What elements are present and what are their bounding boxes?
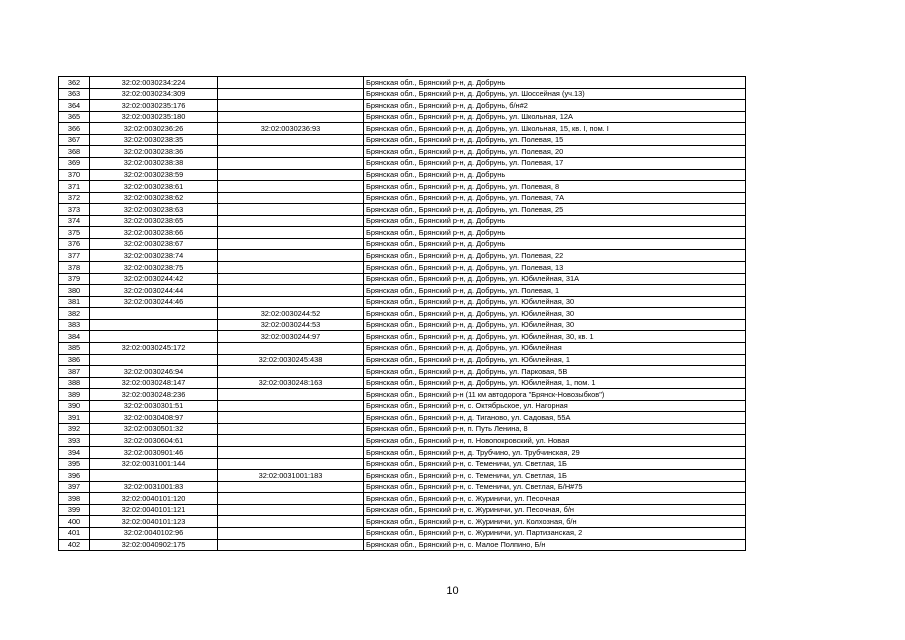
table-row xyxy=(59,366,746,378)
address-cell: Брянская обл., Брянский р-н, д. Трубчино, ул. Трубчинская, 29 xyxy=(364,447,746,459)
cadastral-number-cell xyxy=(90,308,218,320)
cadastral-number-cell: 32:02:0030246:94 xyxy=(90,366,218,378)
address-cell: Брянская обл., Брянский р-н, д. Добрунь, ул. Юбилейная, 30 xyxy=(364,308,746,320)
related-cadastral-number-cell xyxy=(218,181,364,193)
row-number-cell: 371 xyxy=(59,181,90,193)
address-cell: Брянская обл., Брянский р-н, д. Добрунь xyxy=(364,227,746,239)
row-number-cell: 388 xyxy=(59,377,90,389)
related-cadastral-number-cell xyxy=(218,412,364,424)
cadastral-number-cell xyxy=(90,331,218,343)
related-cadastral-number-cell xyxy=(218,192,364,204)
table-row xyxy=(59,389,746,401)
row-number-cell: 402 xyxy=(59,539,90,551)
row-number-cell: 368 xyxy=(59,146,90,158)
related-cadastral-number-cell xyxy=(218,435,364,447)
related-cadastral-number-cell: 32:02:0030245:438 xyxy=(218,354,364,366)
cadastral-number-cell: 32:02:0030235:180 xyxy=(90,111,218,123)
cadastral-number-cell: 32:02:0040101:123 xyxy=(90,516,218,528)
address-cell: Брянская обл., Брянский р-н, д. Добрунь, ул. Парковая, 5В xyxy=(364,366,746,378)
table-row xyxy=(59,227,746,239)
address-cell: Брянская обл., Брянский р-н, д. Добрунь, ул. Юбилейная, 31А xyxy=(364,273,746,285)
address-cell: Брянская обл., Брянский р-н, с. Теменичи, ул. Светлая, 1Б xyxy=(364,470,746,482)
table-row xyxy=(59,262,746,274)
table-row xyxy=(59,412,746,424)
related-cadastral-number-cell xyxy=(218,458,364,470)
row-number-cell: 383 xyxy=(59,319,90,331)
cadastral-number-cell: 32:02:0040902:175 xyxy=(90,539,218,551)
related-cadastral-number-cell: 32:02:0030244:52 xyxy=(218,308,364,320)
row-number-cell: 365 xyxy=(59,111,90,123)
address-cell: Брянская обл., Брянский р-н, д. Добрунь xyxy=(364,77,746,89)
related-cadastral-number-cell xyxy=(218,493,364,505)
address-cell: Брянская обл., Брянский р-н, д. Добрунь, ул. Юбилейная, 30 xyxy=(364,319,746,331)
table-row xyxy=(59,481,746,493)
address-cell: Брянская обл., Брянский р-н, с. Теменичи, ул. Светлая, 1Б xyxy=(364,458,746,470)
row-number-cell: 392 xyxy=(59,423,90,435)
related-cadastral-number-cell xyxy=(218,527,364,539)
related-cadastral-number-cell: 32:02:0030248:163 xyxy=(218,377,364,389)
related-cadastral-number-cell: 32:02:0030244:97 xyxy=(218,331,364,343)
related-cadastral-number-cell xyxy=(218,296,364,308)
cadastral-number-cell: 32:02:0030238:59 xyxy=(90,169,218,181)
row-number-cell: 394 xyxy=(59,447,90,459)
related-cadastral-number-cell xyxy=(218,250,364,262)
row-number-cell: 401 xyxy=(59,527,90,539)
cadastral-number-cell: 32:02:0040101:121 xyxy=(90,504,218,516)
table-row xyxy=(59,88,746,100)
table-row xyxy=(59,493,746,505)
table-row xyxy=(59,527,746,539)
row-number-cell: 372 xyxy=(59,192,90,204)
table-row xyxy=(59,377,746,389)
cadastral-number-cell: 32:02:0030238:62 xyxy=(90,192,218,204)
row-number-cell: 373 xyxy=(59,204,90,216)
row-number-cell: 382 xyxy=(59,308,90,320)
cadastral-number-cell: 32:02:0030244:46 xyxy=(90,296,218,308)
cadastral-number-cell: 32:02:0030301:51 xyxy=(90,400,218,412)
cadastral-number-cell xyxy=(90,354,218,366)
address-cell: Брянская обл., Брянский р-н, д. Добрунь xyxy=(364,169,746,181)
address-cell: Брянская обл., Брянский р-н, д. Добрунь, ул. Полевая, 7А xyxy=(364,192,746,204)
row-number-cell: 362 xyxy=(59,77,90,89)
table-row xyxy=(59,146,746,158)
row-number-cell: 375 xyxy=(59,227,90,239)
cadastral-number-cell: 32:02:0030238:63 xyxy=(90,204,218,216)
address-cell: Брянская обл., Брянский р-н, д. Добрунь, ул. Шоссейная (уч.13) xyxy=(364,88,746,100)
row-number-cell: 379 xyxy=(59,273,90,285)
address-cell: Брянская обл., Брянский р-н, д. Добрунь, ул. Юбилейная, 1, пом. 1 xyxy=(364,377,746,389)
row-number-cell: 390 xyxy=(59,400,90,412)
table-row xyxy=(59,331,746,343)
row-number-cell: 377 xyxy=(59,250,90,262)
table-row xyxy=(59,319,746,331)
address-cell: Брянская обл., Брянский р-н, д. Добрунь, ул. Полевая, 8 xyxy=(364,181,746,193)
row-number-cell: 364 xyxy=(59,100,90,112)
table-row xyxy=(59,458,746,470)
related-cadastral-number-cell xyxy=(218,77,364,89)
related-cadastral-number-cell xyxy=(218,342,364,354)
table-row xyxy=(59,400,746,412)
address-cell: Брянская обл., Брянский р-н, д. Добрунь xyxy=(364,238,746,250)
address-cell: Брянская обл., Брянский р-н, д. Добрунь, ул. Полевая, 13 xyxy=(364,262,746,274)
related-cadastral-number-cell xyxy=(218,238,364,250)
row-number-cell: 397 xyxy=(59,481,90,493)
related-cadastral-number-cell: 32:02:0030244:53 xyxy=(218,319,364,331)
table-row xyxy=(59,447,746,459)
cadastral-number-cell: 32:02:0030236:26 xyxy=(90,123,218,135)
table-row xyxy=(59,342,746,354)
address-cell: Брянская обл., Брянский р-н, д. Добрунь, б/н#2 xyxy=(364,100,746,112)
row-number-cell: 398 xyxy=(59,493,90,505)
related-cadastral-number-cell xyxy=(218,157,364,169)
table-row xyxy=(59,516,746,528)
related-cadastral-number-cell xyxy=(218,539,364,551)
table-row xyxy=(59,296,746,308)
related-cadastral-number-cell xyxy=(218,204,364,216)
cadastral-number-cell: 32:02:0030901:46 xyxy=(90,447,218,459)
table-row xyxy=(59,192,746,204)
related-cadastral-number-cell xyxy=(218,134,364,146)
cadastral-number-cell: 32:02:0030238:66 xyxy=(90,227,218,239)
cadastral-number-cell: 32:02:0030238:61 xyxy=(90,181,218,193)
row-number-cell: 370 xyxy=(59,169,90,181)
cadastral-number-cell: 32:02:0030238:38 xyxy=(90,157,218,169)
cadastral-number-cell: 32:02:0030238:35 xyxy=(90,134,218,146)
related-cadastral-number-cell xyxy=(218,88,364,100)
related-cadastral-number-cell xyxy=(218,100,364,112)
address-cell: Брянская обл., Брянский р-н, д. Добрунь, ул. Полевая, 20 xyxy=(364,146,746,158)
cadastral-number-cell: 32:02:0030248:236 xyxy=(90,389,218,401)
address-cell: Брянская обл., Брянский р-н, с. Теменичи, ул. Светлая, Б/Н#75 xyxy=(364,481,746,493)
address-cell: Брянская обл., Брянский р-н, д. Добрунь, ул. Школьная, 15, кв. I, пом. I xyxy=(364,123,746,135)
cadastral-number-cell xyxy=(90,470,218,482)
row-number-cell: 387 xyxy=(59,366,90,378)
address-cell: Брянская обл., Брянский р-н, с. Журиничи, ул. Песочная, б/н xyxy=(364,504,746,516)
cadastral-number-cell: 32:02:0030238:74 xyxy=(90,250,218,262)
address-cell: Брянская обл., Брянский р-н, д. Добрунь, ул. Юбилейная, 1 xyxy=(364,354,746,366)
related-cadastral-number-cell xyxy=(218,285,364,297)
cadastral-number-cell: 32:02:0030234:224 xyxy=(90,77,218,89)
cadastral-number-cell: 32:02:0030244:44 xyxy=(90,285,218,297)
address-cell: Брянская обл., Брянский р-н, д. Добрунь, ул. Полевая, 1 xyxy=(364,285,746,297)
cadastral-number-cell: 32:02:0030234:309 xyxy=(90,88,218,100)
table-row xyxy=(59,423,746,435)
table-row xyxy=(59,77,746,89)
table-row xyxy=(59,539,746,551)
cadastral-number-cell: 32:02:0030238:36 xyxy=(90,146,218,158)
table-row xyxy=(59,308,746,320)
table-row xyxy=(59,111,746,123)
cadastral-number-cell: 32:02:0040102:96 xyxy=(90,527,218,539)
address-cell: Брянская обл., Брянский р-н, д. Добрунь, ул. Полевая, 22 xyxy=(364,250,746,262)
cadastral-number-cell: 32:02:0030408:97 xyxy=(90,412,218,424)
row-number-cell: 385 xyxy=(59,342,90,354)
cadastral-number-cell: 32:02:0031001:83 xyxy=(90,481,218,493)
row-number-cell: 393 xyxy=(59,435,90,447)
table-row xyxy=(59,285,746,297)
address-cell: Брянская обл., Брянский р-н, с. Журиничи, ул. Колхозная, б/н xyxy=(364,516,746,528)
cadastral-number-cell: 32:02:0030238:75 xyxy=(90,262,218,274)
table-row xyxy=(59,157,746,169)
related-cadastral-number-cell xyxy=(218,481,364,493)
cadastral-number-cell: 32:02:0030604:61 xyxy=(90,435,218,447)
address-cell: Брянская обл., Брянский р-н, с. Журиничи, ул. Песочная xyxy=(364,493,746,505)
related-cadastral-number-cell xyxy=(218,146,364,158)
row-number-cell: 386 xyxy=(59,354,90,366)
address-cell: Брянская обл., Брянский р-н, д. Добрунь, ул. Полевая, 17 xyxy=(364,157,746,169)
row-number-cell: 400 xyxy=(59,516,90,528)
address-cell: Брянская обл., Брянский р-н (11 км автодорога "Брянск-Новозыбков") xyxy=(364,389,746,401)
related-cadastral-number-cell: 32:02:0031001:183 xyxy=(218,470,364,482)
table-row xyxy=(59,250,746,262)
row-number-cell: 363 xyxy=(59,88,90,100)
table-row xyxy=(59,123,746,135)
related-cadastral-number-cell xyxy=(218,366,364,378)
cadastral-number-cell: 32:02:0030245:172 xyxy=(90,342,218,354)
table-row xyxy=(59,354,746,366)
row-number-cell: 376 xyxy=(59,238,90,250)
row-number-cell: 381 xyxy=(59,296,90,308)
row-number-cell: 374 xyxy=(59,215,90,227)
cadastral-number-cell: 32:02:0031001:144 xyxy=(90,458,218,470)
address-cell: Брянская обл., Брянский р-н, д. Добрунь, ул. Полевая, 15 xyxy=(364,134,746,146)
page-number: 10 xyxy=(446,585,459,597)
table-row xyxy=(59,470,746,482)
table-row xyxy=(59,134,746,146)
related-cadastral-number-cell xyxy=(218,516,364,528)
row-number-cell: 369 xyxy=(59,157,90,169)
cadastral-number-cell: 32:02:0030235:176 xyxy=(90,100,218,112)
related-cadastral-number-cell: 32:02:0030236:93 xyxy=(218,123,364,135)
related-cadastral-number-cell xyxy=(218,423,364,435)
row-number-cell: 395 xyxy=(59,458,90,470)
table-body xyxy=(59,77,746,551)
row-number-cell: 399 xyxy=(59,504,90,516)
table-row xyxy=(59,273,746,285)
address-cell: Брянская обл., Брянский р-н, д. Добрунь, ул. Юбилейная xyxy=(364,342,746,354)
cadastral-number-cell: 32:02:0030244:42 xyxy=(90,273,218,285)
related-cadastral-number-cell xyxy=(218,111,364,123)
related-cadastral-number-cell xyxy=(218,215,364,227)
related-cadastral-number-cell xyxy=(218,262,364,274)
row-number-cell: 367 xyxy=(59,134,90,146)
related-cadastral-number-cell xyxy=(218,169,364,181)
table-row xyxy=(59,215,746,227)
cadastral-number-cell: 32:02:0030238:67 xyxy=(90,238,218,250)
table-row xyxy=(59,435,746,447)
cadastral-number-cell: 32:02:0030248:147 xyxy=(90,377,218,389)
address-cell: Брянская обл., Брянский р-н, с. Октябрьское, ул. Нагорная xyxy=(364,400,746,412)
related-cadastral-number-cell xyxy=(218,273,364,285)
row-number-cell: 366 xyxy=(59,123,90,135)
related-cadastral-number-cell xyxy=(218,447,364,459)
related-cadastral-number-cell xyxy=(218,400,364,412)
row-number-cell: 384 xyxy=(59,331,90,343)
related-cadastral-number-cell xyxy=(218,227,364,239)
cadastral-number-cell: 32:02:0030238:65 xyxy=(90,215,218,227)
row-number-cell: 378 xyxy=(59,262,90,274)
table-row xyxy=(59,169,746,181)
cadastral-number-cell xyxy=(90,319,218,331)
address-cell: Брянская обл., Брянский р-н, д. Тиганово, ул. Садовая, 55А xyxy=(364,412,746,424)
address-cell: Брянская обл., Брянский р-н, д. Добрунь xyxy=(364,215,746,227)
related-cadastral-number-cell xyxy=(218,504,364,516)
cadastral-number-cell: 32:02:0040101:120 xyxy=(90,493,218,505)
address-cell: Брянская обл., Брянский р-н, д. Добрунь, ул. Юбилейная, 30, кв. 1 xyxy=(364,331,746,343)
related-cadastral-number-cell xyxy=(218,389,364,401)
address-cell: Брянская обл., Брянский р-н, д. Добрунь, ул. Полевая, 25 xyxy=(364,204,746,216)
table-row xyxy=(59,100,746,112)
table-row xyxy=(59,181,746,193)
table-row xyxy=(59,238,746,250)
address-cell: Брянская обл., Брянский р-н, д. Добрунь, ул. Школьная, 12А xyxy=(364,111,746,123)
property-table xyxy=(58,76,746,551)
row-number-cell: 389 xyxy=(59,389,90,401)
table-row xyxy=(59,204,746,216)
row-number-cell: 396 xyxy=(59,470,90,482)
address-cell: Брянская обл., Брянский р-н, с. Журиничи, ул. Партизанская, 2 xyxy=(364,527,746,539)
address-cell: Брянская обл., Брянский р-н, с. Малое Полпино, Б/н xyxy=(364,539,746,551)
row-number-cell: 391 xyxy=(59,412,90,424)
cadastral-number-cell: 32:02:0030501:32 xyxy=(90,423,218,435)
table-row xyxy=(59,504,746,516)
address-cell: Брянская обл., Брянский р-н, д. Добрунь, ул. Юбилейная, 30 xyxy=(364,296,746,308)
row-number-cell: 380 xyxy=(59,285,90,297)
address-cell: Брянская обл., Брянский р-н, п. Новопокровский, ул. Новая xyxy=(364,435,746,447)
address-cell: Брянская обл., Брянский р-н, п. Путь Ленина, 8 xyxy=(364,423,746,435)
